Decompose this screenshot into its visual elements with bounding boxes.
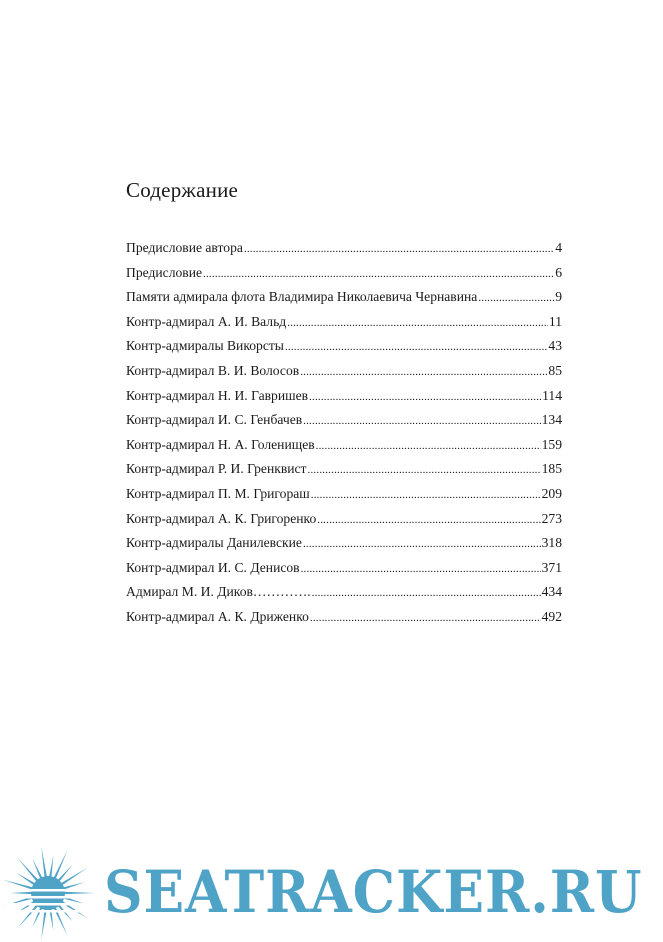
sun-ray — [53, 905, 68, 936]
toc-entry-title: Памяти адмирала флота Владимира Николаевича Чернавина — [126, 289, 478, 305]
toc-entry-page: 318 — [541, 535, 562, 551]
toc-leader — [303, 415, 540, 427]
toc-entry-title: Адмирал М. И. Диков…………. — [126, 584, 311, 600]
watermark — [0, 845, 663, 942]
toc-entry-title: Контр-адмирал А. И. Вальд — [126, 313, 287, 329]
sun-ray — [10, 892, 34, 895]
toc-entry — [126, 412, 562, 437]
toc-leader — [309, 391, 541, 403]
toc-leader — [316, 440, 541, 452]
toc-entry-page: 134 — [541, 412, 562, 428]
toc-leader — [303, 538, 541, 550]
page-title: Содержание — [126, 178, 239, 202]
toc-entry-page: 159 — [541, 436, 562, 452]
toc-entry — [126, 265, 562, 290]
toc-entry-page: 273 — [541, 510, 562, 526]
toc-entry-title: Контр-адмирал Н. И. Гавришев — [126, 387, 309, 403]
toc-entry-page: 43 — [548, 338, 562, 354]
toc-leader — [203, 268, 554, 280]
toc-entry-title: Контр-адмирал Р. И. Гренквист — [126, 461, 307, 477]
toc-entry — [126, 363, 562, 388]
toc-entry-title: Контр-адмирал Н. А. Голенищев — [126, 436, 315, 452]
toc-leader — [478, 292, 554, 304]
toc-entry-title: Контр-адмиралы Викорсты — [126, 338, 284, 354]
toc-entry-page: 434 — [541, 584, 562, 600]
toc-entry-page: 492 — [541, 608, 562, 624]
toc-entry — [126, 338, 562, 363]
toc-entry — [126, 388, 562, 413]
toc-entry-page: 9 — [555, 289, 562, 305]
toc-entry — [126, 511, 562, 536]
toc-leader — [308, 464, 541, 476]
toc-leader — [312, 587, 541, 599]
toc-entry — [126, 240, 562, 265]
toc-leader — [311, 489, 541, 501]
sun-ray — [59, 900, 88, 919]
toc-entry — [126, 437, 562, 462]
toc-entry-page: 371 — [541, 559, 562, 575]
sun-ray — [53, 850, 68, 881]
sun-ray — [41, 847, 47, 880]
toc-leader — [310, 612, 541, 624]
toc-entry-page: 85 — [548, 362, 562, 378]
toc-entry — [126, 486, 562, 511]
toc-entry-page: 185 — [541, 461, 562, 477]
toc-entry-page: 4 — [555, 240, 562, 255]
toc-leader — [301, 563, 541, 575]
toc-entry — [126, 289, 562, 314]
toc-entry — [126, 314, 562, 339]
toc-leader — [317, 514, 540, 526]
toc-entry — [126, 584, 562, 609]
sun-ray — [49, 855, 54, 879]
toc-entry-title: Контр-адмиралы Данилевские — [126, 535, 302, 551]
toc-leader — [300, 366, 547, 378]
sun-ray — [59, 868, 88, 887]
toc-entry — [126, 461, 562, 486]
toc-entry-title: Контр-адмирал И. С. Генбачев — [126, 412, 303, 428]
toc-entry-page: 6 — [555, 264, 562, 280]
toc-entry-title: Предисловие — [126, 264, 203, 280]
toc-entry — [126, 609, 562, 634]
toc-leader — [244, 243, 554, 255]
watermark-text: SEATRACKER.RU — [104, 858, 643, 926]
toc-leader — [287, 317, 548, 329]
table-of-contents — [126, 240, 562, 634]
toc-entry — [126, 535, 562, 560]
toc-entry-title: Контр-адмирал П. М. Григораш — [126, 485, 310, 501]
toc-entry-title: Контр-адмирал А. К. Григоренко — [126, 510, 317, 526]
toc-entry-page: 209 — [541, 485, 562, 501]
sun-ray — [62, 892, 95, 895]
sun-logo-icon — [0, 845, 100, 942]
sun-ray — [17, 903, 40, 929]
toc-entry — [126, 560, 562, 585]
toc-entry-title: Контр-адмирал А. К. Дриженко — [126, 608, 309, 624]
toc-entry-page: 11 — [548, 313, 562, 329]
toc-entry-title: Предисловие автора — [126, 240, 243, 255]
sun-ray — [17, 858, 40, 884]
toc-entry-page: 114 — [542, 387, 562, 403]
toc-entry-title: Контр-адмирал В. И. Волосов — [126, 362, 300, 378]
toc-entry-title: Контр-адмирал И. С. Денисов — [126, 559, 300, 575]
toc-leader — [285, 341, 547, 353]
